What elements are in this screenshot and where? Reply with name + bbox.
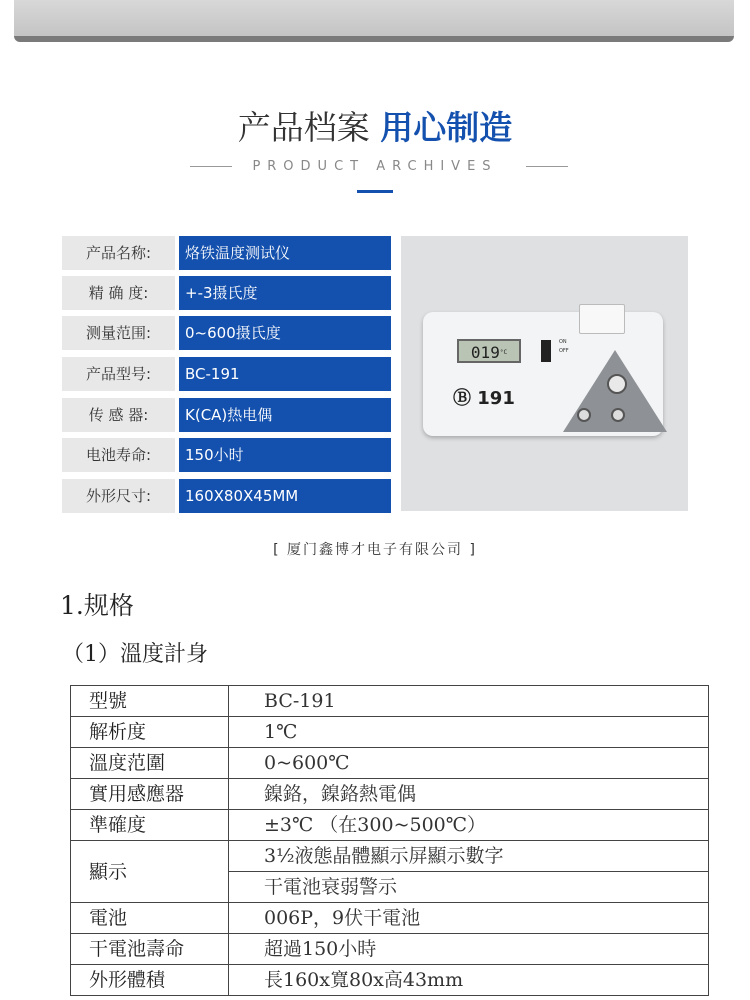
spec-key: 解析度: [71, 717, 229, 748]
switch-on-label: ON: [559, 339, 567, 345]
device-top-tab: [579, 304, 625, 334]
archive-label: 产品名称:: [62, 236, 175, 270]
archive-row: [62, 236, 392, 270]
spec-table: [70, 685, 709, 996]
lcd-display: [457, 339, 521, 363]
title-part1: 产品档案: [237, 108, 370, 147]
archive-row: [62, 276, 392, 310]
archive-row: [62, 357, 392, 391]
section-heading: 1.规格: [60, 591, 134, 620]
spec-key: 溫度范圍: [71, 748, 229, 779]
product-photo-strip: [14, 0, 734, 42]
archive-label: 测量范围:: [62, 316, 175, 350]
archive-value: +-3摄氏度: [179, 276, 391, 310]
archive-value: K(CA)热电偶: [179, 398, 391, 432]
sensor-jack-right: [611, 408, 625, 422]
company-name: [ 厦门鑫博才电子有限公司 ]: [273, 542, 477, 558]
archive-value: BC-191: [179, 357, 391, 391]
table-row: [71, 686, 709, 717]
archive-value: 0~600摄氏度: [179, 316, 391, 350]
spec-value: 1℃: [229, 717, 709, 748]
table-row: [71, 779, 709, 810]
spec-key: 干電池壽命: [71, 934, 229, 965]
archive-row: [62, 438, 392, 472]
power-switch: [541, 340, 551, 362]
subtitle-row: [0, 157, 750, 177]
spec-value: 3½液態晶體顯示屏顯示數字: [229, 841, 709, 872]
spec-key: 實用感應器: [71, 779, 229, 810]
archive-label: 电池寿命:: [62, 438, 175, 472]
device-logo: [453, 388, 515, 410]
spec-value: ±3℃ （在300~500℃）: [229, 810, 709, 841]
table-row: [71, 810, 709, 841]
archive-label: 外形尺寸:: [62, 479, 175, 513]
archive-value: 150小时: [179, 438, 391, 472]
sensor-knob: [607, 374, 627, 394]
brand-icon: Ⓑ: [453, 388, 471, 409]
archive-row: [62, 398, 392, 432]
spec-key: 電池: [71, 903, 229, 934]
table-row: [71, 717, 709, 748]
spec-key: 準確度: [71, 810, 229, 841]
thermometer-device: [423, 312, 663, 436]
page-title: [0, 106, 750, 150]
archive-row: [62, 479, 392, 513]
lcd-unit: °C: [499, 349, 508, 356]
archive-label: 产品型号:: [62, 357, 175, 391]
spec-value: 鎳鉻，鎳鉻熱電偶: [229, 779, 709, 810]
spec-value: 長160x寬80x高43mm: [229, 965, 709, 996]
spec-value: 006P，9伏干電池: [229, 903, 709, 934]
spec-value: 干電池衰弱警示: [229, 872, 709, 903]
archive-value: 烙铁温度测试仪: [179, 236, 391, 270]
table-row: [71, 841, 709, 872]
sensor-jack-left: [577, 408, 591, 422]
archive-value: 160X80X45MM: [179, 479, 391, 513]
table-row: [71, 965, 709, 996]
archive-row: [62, 316, 392, 350]
product-image: [401, 236, 688, 511]
switch-off-label: OFF: [559, 348, 569, 354]
model-mark: 191: [477, 388, 515, 409]
archive-label: 传 感 器:: [62, 398, 175, 432]
spec-key: 外形體積: [71, 965, 229, 996]
subtitle-right-line: [526, 166, 568, 167]
spec-value: 超過150小時: [229, 934, 709, 965]
section-subheading: （1）溫度計身: [62, 642, 208, 667]
table-row: [71, 934, 709, 965]
title-underline: [357, 190, 393, 193]
subtitle: PRODUCT ARCHIVES: [252, 159, 498, 174]
table-row: [71, 903, 709, 934]
spec-key: 顯示: [71, 841, 229, 903]
spec-value: 0~600℃: [229, 748, 709, 779]
spec-key: 型號: [71, 686, 229, 717]
spec-value: BC-191: [229, 686, 709, 717]
title-part2: 用心制造: [380, 108, 513, 147]
lcd-reading: 019: [470, 343, 500, 362]
table-row: [71, 748, 709, 779]
archive-label: 精 确 度:: [62, 276, 175, 310]
